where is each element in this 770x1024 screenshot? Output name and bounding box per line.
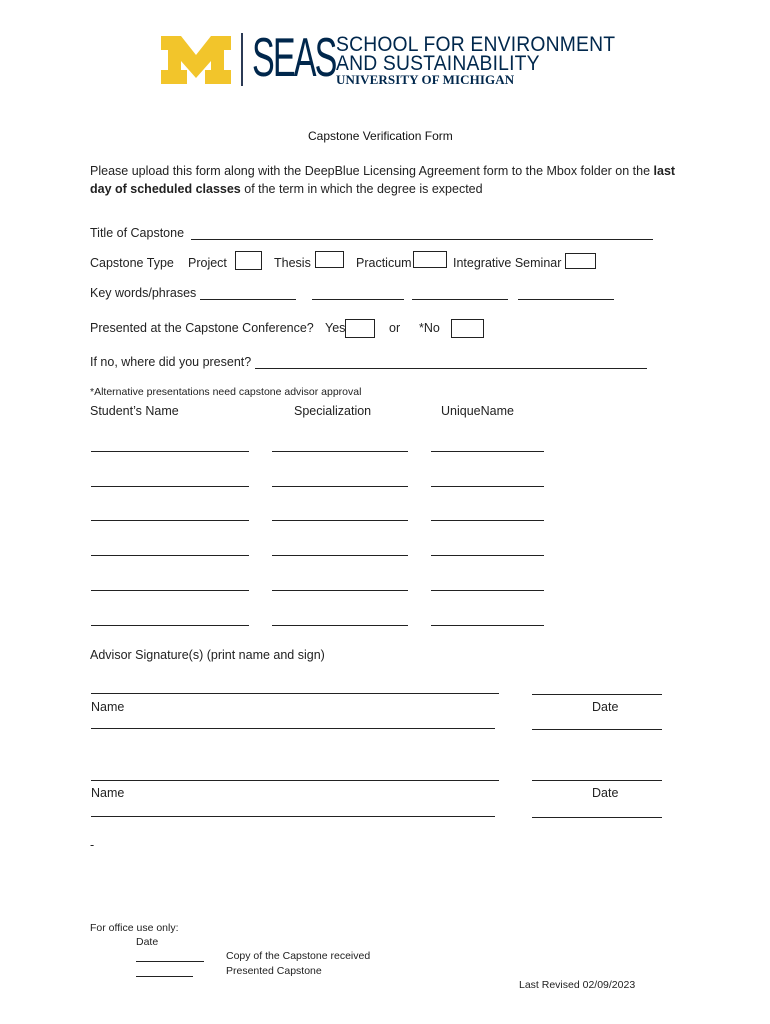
uniquename-field[interactable]	[431, 555, 544, 556]
keyword-field-2[interactable]	[312, 299, 404, 300]
integrative-seminar-checkbox[interactable]	[565, 253, 596, 269]
specialization-field[interactable]	[272, 555, 408, 556]
uniquename-field[interactable]	[431, 520, 544, 521]
instruction-line1	[90, 164, 675, 178]
last-revised: Last Revised 02/09/2023	[519, 979, 636, 991]
student-name-field[interactable]	[91, 451, 249, 452]
title-of-capstone-label: Title of Capstone	[90, 226, 185, 240]
where-presented-field[interactable]	[255, 368, 647, 369]
capstone-type-label: Capstone Type	[90, 256, 174, 270]
advisor-signature-label: Advisor Signature(s) (print name and sign)	[90, 648, 325, 662]
presented-question: Presented at the Capstone Conference?	[90, 321, 314, 335]
if-no-label: If no, where did you present?	[90, 355, 252, 369]
school-name-line2: AND SUSTAINABILITY	[336, 52, 540, 75]
student-name-field[interactable]	[91, 555, 249, 556]
students-name-header: Student’s Name	[90, 404, 179, 418]
presented-no-checkbox[interactable]	[451, 319, 484, 338]
uniquename-field[interactable]	[431, 590, 544, 591]
student-name-field[interactable]	[91, 486, 249, 487]
block-m-logo	[161, 36, 231, 84]
advisor-date-line-1[interactable]	[532, 694, 662, 695]
instruction-line2	[90, 182, 483, 196]
advisor-date-line-2[interactable]	[532, 780, 662, 781]
advisor-signature-line-1[interactable]	[91, 693, 499, 694]
school-name-line1: SCHOOL FOR ENVIRONMENT	[336, 33, 616, 56]
office-date-label: Date	[136, 936, 159, 948]
student-name-field[interactable]	[91, 590, 249, 591]
advisor-signature-line-2[interactable]	[91, 780, 499, 781]
uniquename-header: UniqueName	[441, 404, 514, 418]
thesis-checkbox[interactable]	[315, 251, 344, 268]
practicum-checkbox[interactable]	[413, 251, 447, 268]
presented-no-label: *No	[419, 321, 440, 335]
office-presented-capstone: Presented Capstone	[226, 965, 322, 977]
instruction-text-end: of the term in which the degree is expected	[240, 182, 483, 196]
advisor-name-line-1[interactable]	[91, 728, 495, 729]
logo-divider	[241, 33, 243, 86]
stray-dash: -	[90, 838, 95, 852]
advisor-name-label-2: Name	[91, 786, 125, 800]
option-practicum-label: Practicum	[356, 256, 412, 270]
keyword-field-1[interactable]	[200, 299, 296, 300]
instruction-bold-day: day of scheduled classes	[90, 182, 241, 196]
keyword-field-4[interactable]	[518, 299, 614, 300]
alt-presentation-note: *Alternative presentations need capstone advisor approval	[90, 386, 362, 398]
presented-or-label: or	[389, 321, 401, 335]
university-name: UNIVERSITY OF MICHIGAN	[336, 72, 515, 87]
office-copy-received: Copy of the Capstone received	[226, 950, 371, 962]
instruction-text: Please upload this form along with the DeepBlue Licensing Agreement form to the Mbox folder on the	[90, 164, 654, 178]
presented-yes-checkbox[interactable]	[345, 319, 375, 338]
uniquename-field[interactable]	[431, 486, 544, 487]
office-presented-date-field[interactable]	[136, 976, 193, 977]
specialization-field[interactable]	[272, 625, 408, 626]
title-of-capstone-field[interactable]	[191, 239, 653, 240]
advisor-date-label-1: Date	[592, 700, 619, 714]
option-project-label: Project	[188, 256, 227, 270]
keywords-label: Key words/phrases	[90, 286, 197, 300]
keyword-field-3[interactable]	[412, 299, 508, 300]
instruction-bold-last: last	[653, 164, 676, 178]
advisor-name-label-1: Name	[91, 700, 125, 714]
advisor-name-line-2[interactable]	[91, 816, 495, 817]
office-use-title: For office use only:	[90, 922, 179, 934]
uniquename-field[interactable]	[431, 451, 544, 452]
office-received-date-field[interactable]	[136, 961, 204, 962]
option-integrative-seminar-label: Integrative Seminar	[453, 256, 562, 270]
project-checkbox[interactable]	[235, 251, 262, 270]
specialization-field[interactable]	[272, 486, 408, 487]
student-name-field[interactable]	[91, 625, 249, 626]
uniquename-field[interactable]	[431, 625, 544, 626]
presented-yes-label: Yes	[325, 321, 346, 335]
advisor-date-line-1b[interactable]	[532, 729, 662, 730]
specialization-header: Specialization	[294, 404, 372, 418]
specialization-field[interactable]	[272, 590, 408, 591]
option-thesis-label: Thesis	[274, 256, 311, 270]
advisor-date-line-2b[interactable]	[532, 817, 662, 818]
specialization-field[interactable]	[272, 520, 408, 521]
advisor-date-label-2: Date	[592, 786, 619, 800]
form-title: Capstone Verification Form	[308, 129, 453, 143]
student-name-field[interactable]	[91, 520, 249, 521]
specialization-field[interactable]	[272, 451, 408, 452]
seas-wordmark: SEAS	[252, 26, 336, 88]
